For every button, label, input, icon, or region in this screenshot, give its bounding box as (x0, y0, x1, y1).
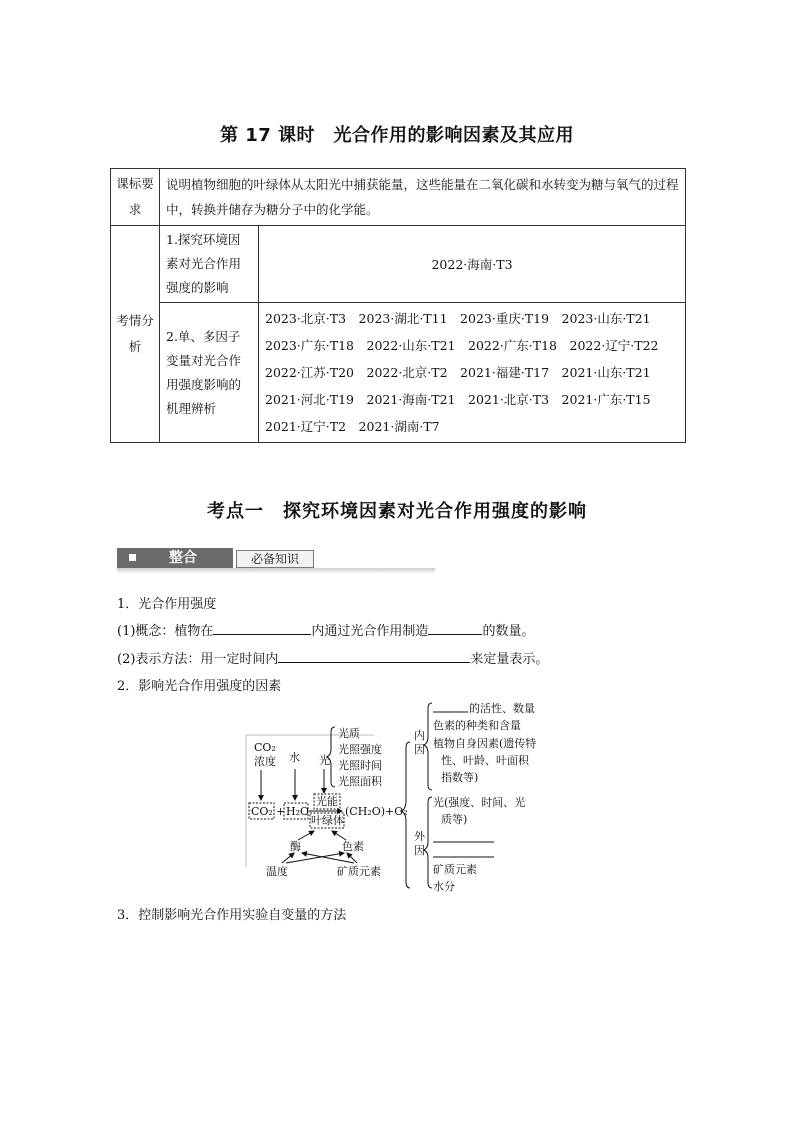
table-row (111, 169, 686, 226)
item-1a-pre: (1)概念：植物在 (117, 624, 214, 639)
co2-conc-label-2: 浓度 (254, 755, 276, 768)
banner-bar (117, 548, 233, 568)
table-row (111, 226, 686, 303)
subtopic-2: 2.单、多因子变量对光合作用强度影响的机理辨析 (160, 303, 259, 443)
h2o-box: H₂O (286, 805, 310, 818)
co2-conc-label-1: CO₂ (254, 741, 276, 754)
item-1a-post: 的数量。 (482, 624, 535, 639)
subtopic-2-exams (259, 303, 686, 443)
banner-shadow (117, 568, 435, 573)
water-label: 水 (289, 751, 300, 764)
item-2-heading: 2．影响光合作用强度的因素 (117, 679, 282, 694)
external-item: 水分 (433, 880, 455, 893)
minerals-label: 矿质元素 (337, 865, 381, 878)
banner-tag: 必备知识 (236, 550, 314, 568)
fill-blank (278, 648, 470, 663)
chloroplast-box: 叶绿体 (311, 814, 344, 827)
external-item: 光(强度、时间、光 (433, 796, 526, 809)
exam-line: 2021·辽宁·T2 2021·湖南·T7 (265, 419, 440, 434)
plus-sign: + (276, 805, 286, 818)
internal-item: 植物自身因素(遗传特 (433, 737, 537, 750)
light-energy-box: 光能 (316, 795, 338, 808)
light-label: 光 (319, 754, 330, 767)
light-factor: 光照强度 (338, 743, 382, 756)
pigment-label: 色素 (342, 840, 364, 853)
item-1b-pre: (2)表示方法：用一定时间内 (117, 652, 279, 667)
square-bullet-icon (129, 554, 136, 561)
exam-line: 2023·北京·T3 2023·湖北·T11 2023·重庆·T19 2023·山东·T21 (265, 311, 651, 326)
internal-item: 性、叶龄、叶面积 (441, 754, 529, 767)
external-item: 质等) (441, 813, 468, 826)
item-1-heading: 1．光合作用强度 (117, 597, 217, 612)
internal-item: 色素的种类和含量 (433, 719, 521, 732)
table-label-analysis: 考情分析 (111, 226, 160, 443)
curriculum-table (110, 168, 686, 443)
external-label-2: 因 (414, 844, 425, 857)
subtopic-1: 1.探究环境因素对光合作用强度的影响 (160, 226, 259, 303)
fill-blank (213, 620, 311, 635)
item-3-heading: 3．控制影响光合作用实验自变量的方法 (117, 908, 347, 923)
exam-line: 2023·广东·T18 2022·山东·T21 2022·广东·T18 2022·辽宁·T22 (265, 338, 659, 353)
internal-item: 的活性、数量 (469, 702, 535, 715)
light-factor: 光照面积 (338, 775, 382, 788)
external-item: 矿质元素 (433, 863, 477, 876)
section-title: 考点一 探究环境因素对光合作用强度的影响 (207, 501, 587, 522)
internal-item: 指数等) (441, 771, 479, 784)
factors-diagram (244, 697, 554, 897)
item-1b-post: 来定量表示。 (470, 652, 549, 667)
light-factor: 光质 (338, 727, 360, 740)
item-1a (117, 620, 534, 639)
enzyme-label: 酶 (290, 840, 301, 853)
fill-blank (428, 620, 482, 635)
page-title: 第 17 课时 光合作用的影响因素及其应用 (219, 125, 575, 146)
exam-line: 2022·江苏·T20 2022·北京·T2 2021·福建·T17 2021·山东·T21 (265, 365, 651, 380)
internal-label-1: 内 (414, 729, 425, 742)
item-1b (117, 648, 548, 667)
standard-text: 说明植物细胞的叶绿体从太阳光中捕获能量，这些能量在二氧化碳和水转变为糖与氧气的过程中，转换并储存为糖分子中的化学能。 (160, 169, 686, 226)
internal-label-2: 因 (414, 743, 425, 756)
table-label-standard: 课标要求 (111, 169, 160, 226)
table-row (111, 303, 686, 443)
exam-line: 2021·河北·T19 2021·海南·T21 2021·北京·T3 2021·广东·T15 (265, 392, 651, 407)
item-1a-mid: 内通过光合作用制造 (311, 624, 429, 639)
banner-main-label: 整合 (169, 550, 197, 566)
section-banner (117, 548, 435, 574)
subtopic-1-exams: 2022·海南·T3 (259, 226, 686, 303)
light-factor: 光照时间 (338, 759, 382, 772)
external-label-1: 外 (414, 830, 425, 843)
temperature-label: 温度 (266, 865, 288, 878)
co2-box: CO₂ (251, 805, 273, 818)
product-label: (CH₂O)+O₂ (345, 805, 408, 818)
